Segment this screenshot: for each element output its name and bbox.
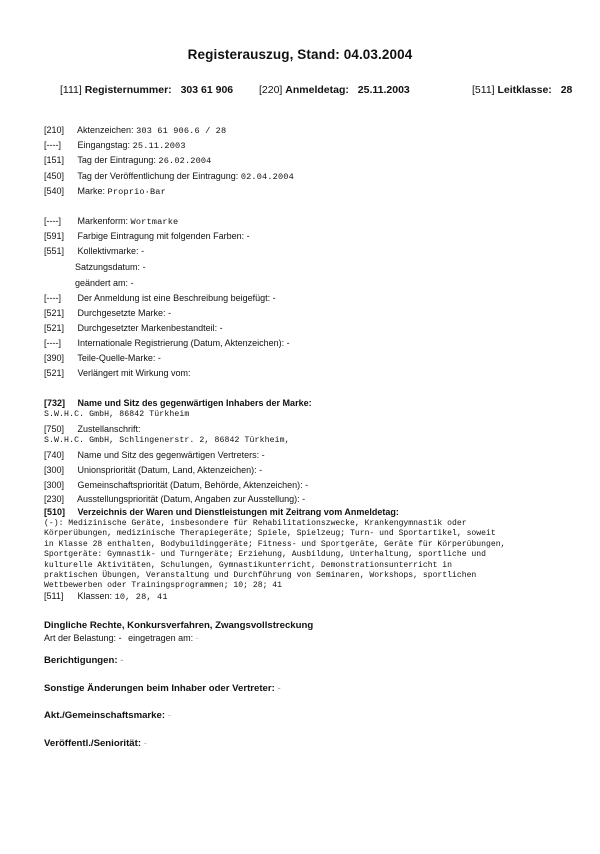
field-code: [230]: [44, 494, 65, 504]
berichtigungen-value: -: [120, 655, 124, 666]
leitklasse-value: 28: [560, 84, 573, 96]
field-inhaber-heading: [44, 397, 312, 409]
field-label: Ausstellungspriorität (Datum, Angaben zur Ausstellung):: [77, 494, 300, 504]
field-code: [521]: [44, 323, 65, 333]
field-value: -: [141, 246, 145, 256]
field-value: Wortmarke: [130, 217, 179, 227]
field-code: [750]: [44, 424, 65, 434]
field-unionsprioritaet: [44, 464, 262, 476]
field-code: [----]: [44, 338, 61, 348]
field-label: Name und Sitz des gegenwärtigen Vertreters:: [77, 450, 260, 460]
akt-gemeinschaftsmarke-row: [44, 710, 171, 721]
field-ausstellungsprioritaet: [44, 493, 305, 505]
field-label: Klassen:: [77, 591, 113, 601]
veroeff-label: Veröffentl./Seniorität:: [44, 738, 142, 749]
field-value: -: [302, 494, 306, 504]
field-value: -: [259, 465, 263, 475]
field-label: Marke:: [77, 186, 106, 196]
sonstige-value: -: [277, 683, 281, 694]
field-durchgesetzt: [44, 307, 171, 319]
field-code: [732]: [44, 398, 66, 408]
field-label: Farbige Eintragung mit folgenden Farben:: [77, 231, 245, 241]
field-label: Kollektivmarke:: [77, 246, 139, 256]
field-code: [----]: [44, 140, 61, 150]
field-label: Aktenzeichen:: [77, 125, 134, 135]
registernummer-value: 303 61 906: [180, 84, 234, 96]
veroeffentl-seniority-row: [44, 738, 147, 749]
field-label: Verzeichnis der Waren und Dienstleistungen mit Zeitrang vom Anmeldetag:: [77, 507, 399, 517]
field-value: -: [219, 323, 223, 333]
field-label: Durchgesetzter Markenbestandteil:: [77, 323, 218, 333]
field-markenform: [44, 215, 178, 228]
field-satzung: [75, 261, 146, 273]
berichtigungen-label: Berichtigungen:: [44, 655, 118, 666]
anmeldetag-code: [220]: [259, 84, 283, 96]
belastung-value: -: [118, 633, 122, 643]
field-label: Eingangstag:: [77, 140, 131, 150]
field-gemeinschaftsprioritaet: [44, 479, 308, 491]
field-code: [151]: [44, 155, 65, 165]
dingliche-rechte-heading: Dingliche Rechte, Konkursverfahren, Zwangsvollstreckung: [44, 620, 314, 631]
field-zustellanschrift: [44, 423, 141, 435]
field-code: [540]: [44, 186, 65, 196]
field-label: Durchgesetzte Marke:: [77, 308, 166, 318]
field-code: [300]: [44, 465, 65, 475]
registernummer-code: [111]: [60, 84, 82, 96]
registernummer-label: Registernummer:: [84, 84, 172, 96]
field-code: [510]: [44, 507, 66, 517]
field-value: -: [305, 480, 309, 490]
inhaber-value: S.W.H.C. GmbH, 86842 Türkheim: [44, 410, 190, 419]
eingetragen-value: -: [195, 633, 199, 643]
field-label: Teile-Quelle-Marke:: [77, 353, 156, 363]
akt-value: -: [167, 710, 171, 721]
field-code: [300]: [44, 480, 65, 490]
field-value: -: [157, 353, 161, 363]
field-label: Internationale Registrierung (Datum, Aktenzeichen):: [77, 338, 285, 348]
field-teilequelle: [44, 352, 161, 364]
leitklasse-header: [472, 84, 572, 96]
zustellanschrift-value: S.W.H.C. GmbH, Schlingenerstr. 2, 86842 Türkheim,: [44, 436, 290, 445]
leitklasse-label: Leitklasse:: [497, 84, 552, 96]
field-code: [210]: [44, 125, 65, 135]
field-label: Der Anmeldung ist eine Beschreibung beigefügt:: [77, 293, 271, 303]
field-label: Tag der Veröffentlichung der Eintragung:: [77, 171, 239, 181]
field-value: -: [246, 231, 250, 241]
field-vertreter: [44, 449, 265, 461]
field-code: [740]: [44, 450, 65, 460]
field-code: [551]: [44, 246, 65, 256]
belastung-label: Art der Belastung:: [44, 633, 117, 643]
berichtigungen-row: [44, 655, 123, 666]
goods-services-text: (-): Medizinische Geräte, insbesondere für Rehabilitationszwecke, Krankengymnastik oder Körperübungen, medizinische Therapiegeräte; Spiele, Spielzeug; Turn- und Sportartikel, soweit in Klasse 28 enthalten, Bodybuildinggeräte; Fitness- und Sportgeräte, Geräte für Körperübungen, Sportgeräte: Gymnastik- und Turngeräte; Erziehung, Ausbildung, Unterhaltung, sportliche und kulturelle Aktivitäten, Schulungen, Gymnastikunterricht, Demonstrationsunterricht in praktischen Übungen, Veranstaltung und Durchführung von Seminaren, Workshops, sportlichen Wettbewerben oder Trainingsprogrammen; 10; 28; 41: [44, 519, 506, 591]
field-label: Satzungsdatum:: [75, 262, 141, 272]
page-title: Registerauszug, Stand: 04.03.2004: [187, 47, 413, 62]
field-eingangstag: [44, 139, 186, 152]
field-eintragung: [44, 154, 212, 167]
field-beschreibung: [44, 292, 276, 304]
anmeldetag-header: [259, 84, 410, 96]
field-verlaengert: [44, 367, 191, 379]
field-geaendert: [75, 277, 134, 289]
sonstige-label: Sonstige Änderungen beim Inhaber oder Vertreter:: [44, 683, 275, 694]
field-value: 02.04.2004: [240, 172, 294, 182]
field-aktenzeichen: [44, 124, 226, 137]
field-code: [521]: [44, 368, 65, 378]
field-label: Tag der Eintragung:: [77, 155, 156, 165]
field-veroeffentlichung: [44, 170, 294, 183]
akt-label: Akt./Gemeinschaftsmarke:: [44, 710, 166, 721]
anmeldetag-value: 25.11.2003: [357, 84, 410, 96]
field-label: Unionspriorität (Datum, Land, Aktenzeichen):: [77, 465, 257, 475]
field-code: [591]: [44, 231, 65, 241]
leitklasse-code: [511]: [472, 84, 495, 96]
field-code: [----]: [44, 216, 61, 226]
field-label: Zustellanschrift:: [77, 424, 141, 434]
field-value: 10, 28, 41: [114, 592, 168, 602]
field-label: Name und Sitz des gegenwärtigen Inhabers der Marke:: [77, 398, 312, 408]
field-code: [----]: [44, 293, 61, 303]
field-value: -: [286, 338, 290, 348]
belastung-row: [44, 632, 199, 644]
sonstige-row: [44, 683, 281, 694]
field-label: Gemeinschaftspriorität (Datum, Behörde, Aktenzeichen):: [77, 480, 303, 490]
eingetragen-label: eingetragen am:: [128, 633, 194, 643]
field-code: [521]: [44, 308, 65, 318]
field-value: 303 61 906.6 / 28: [136, 126, 227, 136]
field-value: -: [168, 308, 172, 318]
field-kollektiv: [44, 245, 144, 257]
registernummer-header: [60, 84, 233, 96]
veroeff-value: -: [143, 738, 147, 749]
field-bestandteil: [44, 322, 223, 334]
field-value: Proprio·Bar: [107, 187, 166, 197]
field-value: -: [261, 450, 265, 460]
field-label: geändert am:: [75, 278, 129, 288]
field-code: [450]: [44, 171, 65, 181]
field-klassen: [44, 590, 168, 603]
field-code: [390]: [44, 353, 65, 363]
field-code: [511]: [44, 591, 64, 601]
field-international: [44, 337, 290, 349]
field-label: Markenform:: [77, 216, 129, 226]
field-value: -: [142, 262, 146, 272]
field-value: -: [272, 293, 276, 303]
field-farbig: [44, 230, 250, 242]
field-value: 26.02.2004: [158, 156, 212, 166]
field-verzeichnis-heading: [44, 506, 399, 518]
field-value: -: [130, 278, 134, 288]
field-label: Verlängert mit Wirkung vom:: [77, 368, 191, 378]
field-value: 25.11.2003: [132, 141, 186, 151]
field-marke: [44, 185, 166, 198]
anmeldetag-label: Anmeldetag:: [285, 84, 349, 96]
